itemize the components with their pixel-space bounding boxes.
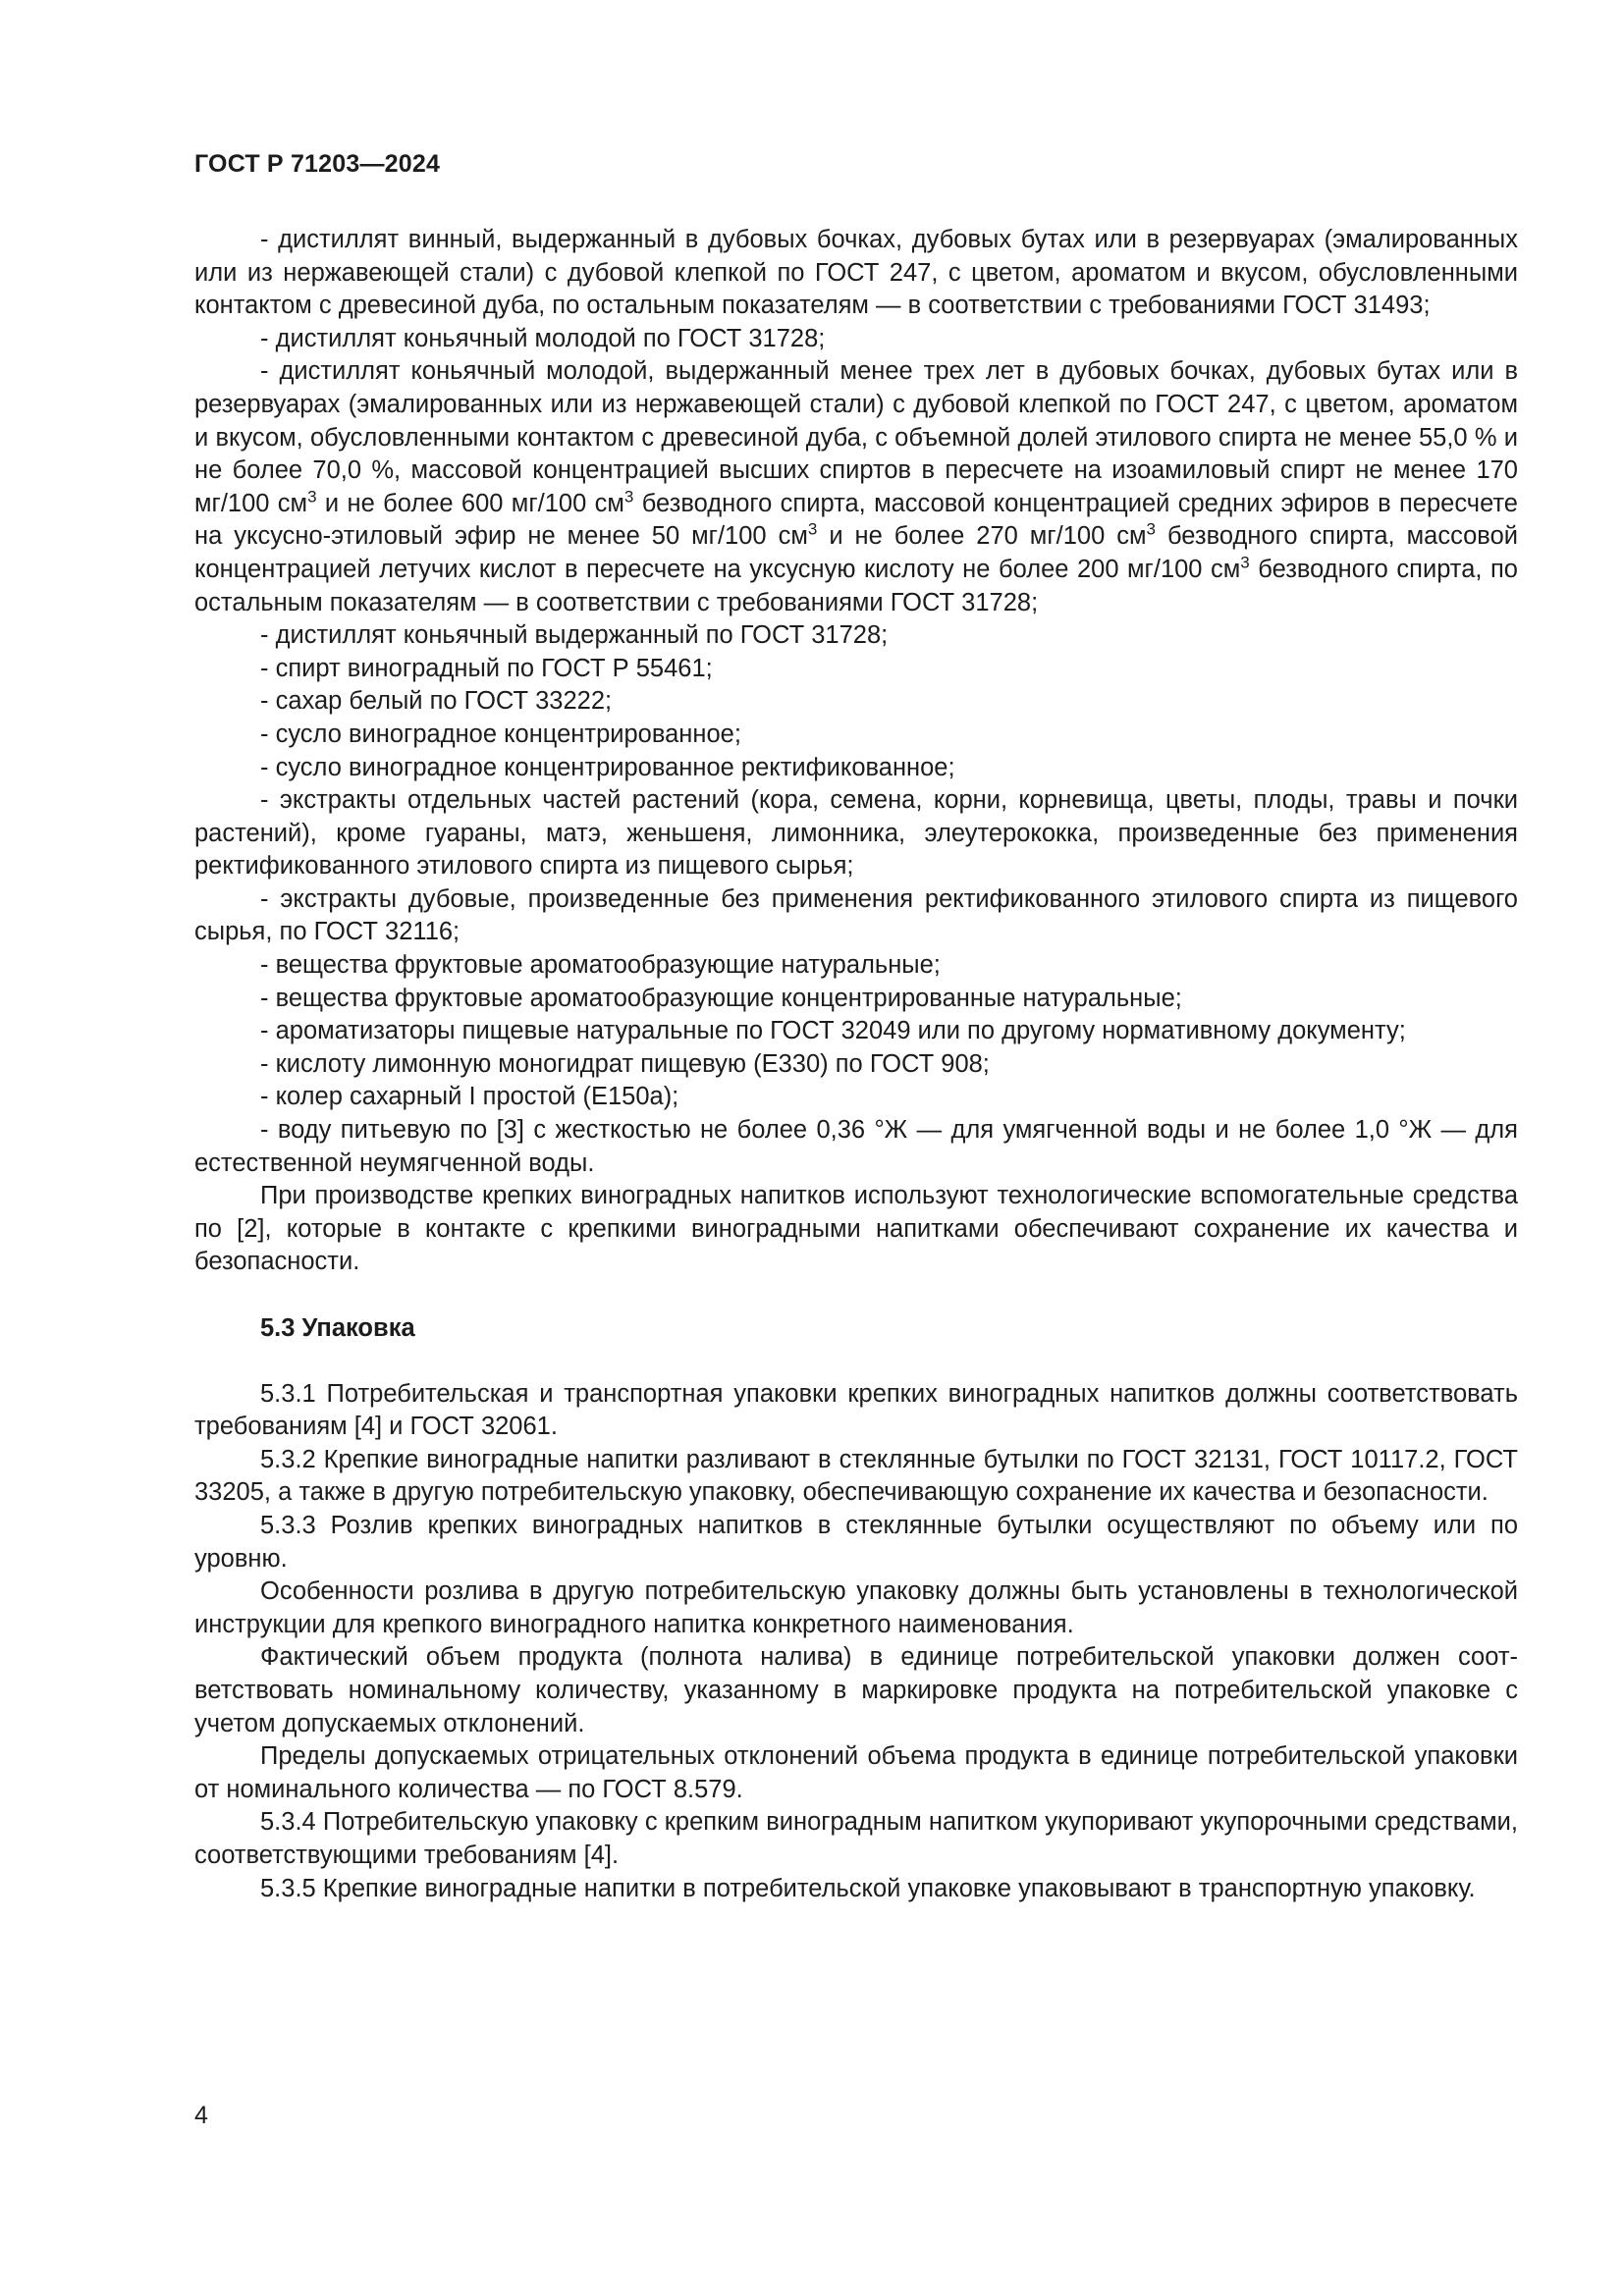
list-item-text-part: безводного спирта, по остальным показателям — в соответствии с требованиями ГОСТ 31728; [194,555,1518,616]
clause-5-3-2: 5.3.2 Крепкие виноградные напитки разливают в стеклянные бутылки по ГОСТ 32131, ГОСТ 10117.2, ГОСТ 33205, а также в другую потребительскую упаковку, обеспечивающую сохранение их качества и безопасности. [194,1445,1518,1507]
superscript-exponent: 3 [1240,553,1250,572]
page-number: 4 [194,2102,208,2129]
list-item: - спирт виноградный по ГОСТ Р 55461; [194,653,1518,686]
paragraph: Пределы допускаемых отрицательных отклонений объема продукта в единице потребительской упаковки от номинального количества — по ГОСТ 8.579. [194,1742,1518,1803]
clause-5-3-3: 5.3.3 Розлив крепких виноградных напитков в стеклянные бутылки осуществляют по объему или по уровню. [194,1511,1518,1573]
list-item: - воду питьевую по [3] с жесткостью не более 0,36 °Ж — для умягченной воды и не более 1,0 °Ж — для естественной неумягченной воды. [194,1114,1518,1180]
list-item: - дистиллят коньячный выдержанный по ГОСТ 31728; [194,619,1518,653]
list-item: - колер сахарный I простой (Е150а); [194,1081,1518,1114]
paragraph-processing-aids: При производстве крепких виноградных напитков используют технологические вспомогательные средства по [2], которые в контакте с крепкими виноградными напитками обеспечивают сохранение их качества и безопасности. [194,1182,1518,1276]
list-item: - экстракты дубовые, произведенные без применения ректификованного этилового спирта из пищевого сырья, по ГОСТ 32116; [194,883,1518,949]
list-item: - экстракты отдельных частей растений (кора, семена, корни, корневища, цветы, плоды, травы и почки растений), кроме гуараны, матэ, женьшеня, лимонника, элеутерококка, произведенные без применения ректификованного этилового спирта из пищевого сырья; [194,784,1518,883]
list-item-text-part: безводного спирта, массовой концентрацией средних эфиров в пересчете на уксусно-этиловый эфир не менее 50 мг/100 см [194,489,1518,551]
list-item-text-part: безводного спирта, массовой концентрацией летучих кислот в пересчете на уксусную кислоту не более 200 мг/100 см [194,522,1518,583]
paragraph: Особенности розлива в другую потребительскую упаковку должны быть установлены в технологической инструкции для крепкого виноградного напитка конкретного наименования. [194,1577,1518,1638]
list-item-cognac-distillate-young-aged [194,355,1518,619]
list-item: - сусло виноградное концентрированное ректификованное; [194,752,1518,785]
superscript-exponent: 3 [623,487,634,507]
list-item: - вещества фруктовые ароматообразующие концентрированные натуральные; [194,983,1518,1016]
list-item: - кислоту лимонную моногидрат пищевую (Е330) по ГОСТ 908; [194,1048,1518,1082]
list-item-text-part: и не более 600 мг/100 см [316,489,624,517]
clause-5-3-1: 5.3.1 Потребительская и транспортная упаковки крепких виноградных напитков должны соответствовать требованиям [4] и ГОСТ 32061. [194,1379,1518,1441]
list-item: - сусло виноградное концентрированное; [194,719,1518,752]
superscript-exponent: 3 [307,487,317,507]
section-heading-packaging: 5.3 Упаковка [260,1314,415,1342]
list-item-text-part: и не более 270 мг/100 см [817,522,1147,551]
list-item: - ароматизаторы пищевые натуральные по ГОСТ 32049 или по другому нормативному документу; [194,1015,1518,1048]
standard-code-header: ГОСТ Р 71203—2024 [194,150,441,178]
list-item-text-part: дистиллят коньячный молодой, выдержанный менее трех лет в дубовых бочках, дубовых бутах или в резервуарах (эмалированных или из нержавеющей стали) с дубовой клепкой по ГОСТ 247, с цветом, ароматом и вкусом, обусловленными контактом с древесиной дуба, с объемной долей этилового спирта не менее 55,0 % и не более 70,0 %, массовой концентрацией высших спиртов в пересчете на изоамиловый спирт не менее 170 мг/100 см [194,357,1519,517]
paragraph: Фактический объем продукта (полнота налива) в единице потребительской упаковки должен соответствовать номинальному количеству, указанному в маркировке продукта на потребительской упаковке с учетом допускаемых отклонений. [194,1643,1518,1737]
superscript-exponent: 3 [1146,520,1156,539]
document-body [194,224,1518,1905]
clause-5-3-4: 5.3.4 Потребительскую упаковку с крепким виноградным напитком укупоривают укупорочными средствами, соответствующими требованиям [4]. [194,1808,1518,1869]
list-item: - дистиллят коньячный молодой по ГОСТ 31728; [194,323,1518,356]
list-item: - сахар белый по ГОСТ 33222; [194,685,1518,719]
clause-5-3-5: 5.3.5 Крепкие виноградные напитки в потребительской упаковке упаковывают в транспортную упаковку. [260,1874,1476,1902]
list-item: - вещества фруктовые ароматообразующие натуральные; [194,949,1518,983]
superscript-exponent: 3 [807,520,818,539]
list-item: - дистиллят винный, выдержанный в дубовых бочках, дубовых бутах или в резервуарах (эмалированных или из нержавеющей стали) с дубовой клепкой по ГОСТ 247, с цветом, ароматом и вкусом, обусловленными контактом с древесиной дуба, по остальным показателям — в соответствии с требованиями ГОСТ 31493; [194,224,1518,323]
